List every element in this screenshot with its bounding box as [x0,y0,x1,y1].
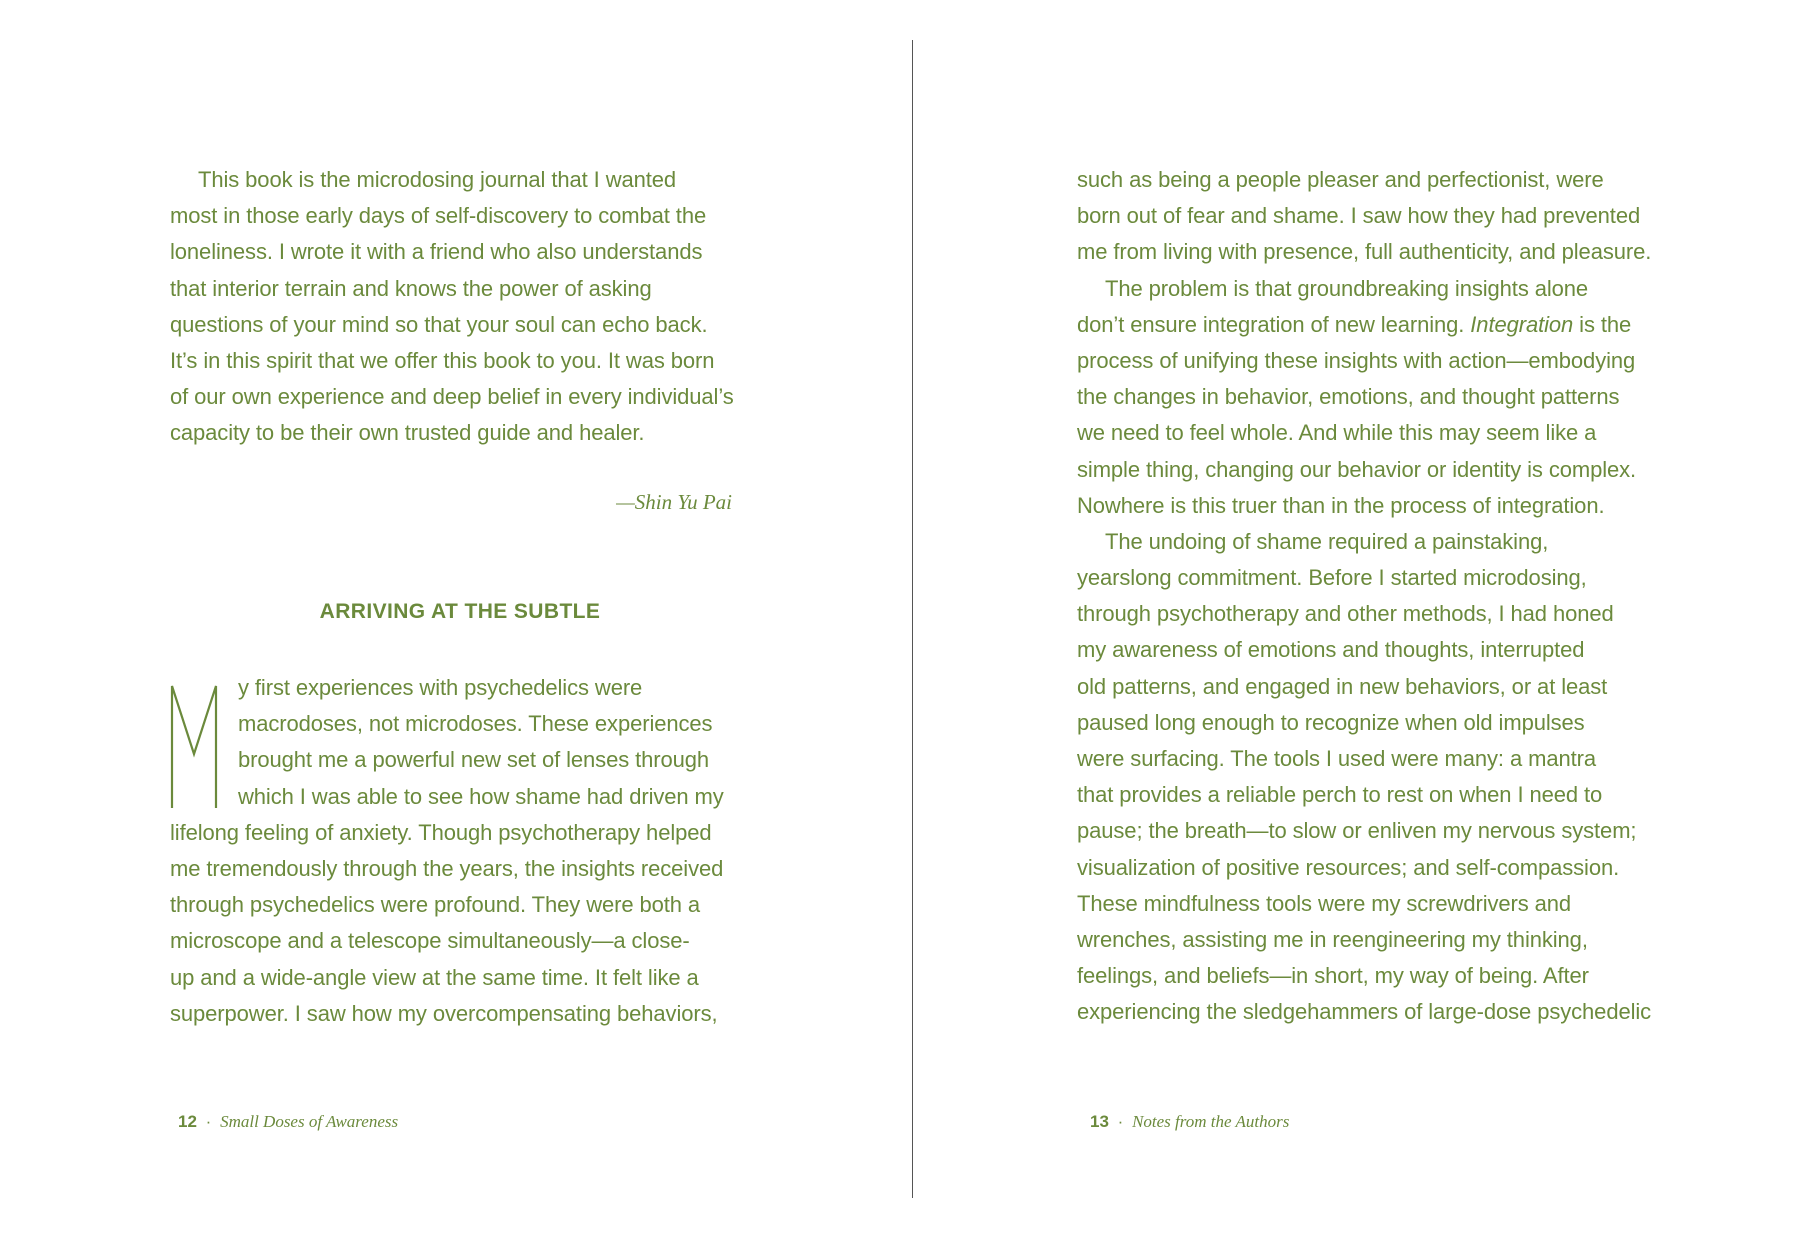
emphasis-text: Integration [1470,311,1574,337]
body-line: simple thing, changing our behavior or identity is complex. [1077,456,1637,482]
body-line: up and a wide-angle view at the same time. It felt like a [170,964,699,990]
intro-line: most in those early days of self-discovery to combat the [170,203,707,229]
intro-line: of our own experience and deep belief in every individual’s [170,384,734,410]
dropcap-wrapped-line: macrodoses, not microdoses. These experiences [238,711,713,737]
intro-line: capacity to be their own trusted guide and healer. [170,420,645,446]
text-run: is the [1573,311,1632,337]
body-line: born out of fear and shame. I saw how they had prevented [1077,203,1641,229]
body-line: me tremendously through the years, the insights received [170,855,724,881]
running-title: Small Doses of Awareness [220,1112,399,1131]
body-line: yearslong commitment. Before I started microdosing, [1077,565,1587,591]
body-line: microscope and a telescope simultaneously—a close- [170,928,690,954]
body-line: me from living with presence, full authenticity, and pleasure. [1077,239,1652,265]
paragraph-start-line: The undoing of shame required a painstaking, [1105,528,1549,554]
body-line: lifelong feeling of anxiety. Though psychotherapy helped [170,819,712,845]
body-line: wrenches, assisting me in reengineering my thinking, [1077,926,1588,952]
body-line: pause; the breath—to slow or enliven my nervous system; [1077,818,1637,844]
paragraph-start-line: The problem is that groundbreaking insights alone [1105,275,1589,301]
body-line: through psychotherapy and other methods, I had honed [1077,601,1614,627]
right-body-text [1077,162,1651,1031]
intro-line: that interior terrain and knows the power of asking [170,275,652,301]
body-line: we need to feel whole. And while this may seem like a [1077,420,1597,446]
footer-separator: · [1117,1112,1124,1131]
author-signature: —Shin Yu Pai [616,490,732,514]
body-line: such as being a people pleaser and perfectionist, were [1077,167,1604,192]
body-line: feelings, and beliefs—in short, my way of being. After [1077,963,1589,989]
text-run: don’t ensure integration of new learning. [1077,311,1471,337]
dropcap-wrapped-line: y first experiences with psychedelics were [238,675,643,700]
intro-line: questions of your mind so that your soul can echo back. [170,311,708,337]
intro-paragraph [170,162,734,452]
dropcap-paragraph [170,670,724,1032]
spread-gutter-divider [912,40,913,1198]
left-page-footer [178,1112,398,1132]
body-line-with-emphasis [1077,307,1651,343]
body-line: Nowhere is this truer than in the process of integration. [1077,492,1605,518]
body-line: the changes in behavior, emotions, and thought patterns [1077,384,1620,410]
running-title: Notes from the Authors [1132,1112,1290,1131]
dropcap-letter [170,684,218,808]
page-number: 12 [178,1112,197,1131]
body-line: visualization of positive resources; and self-compassion. [1077,854,1620,880]
body-line: superpower. I saw how my overcompensating behaviors, [170,1000,718,1026]
dropcap-wrapped-line: which I was able to see how shame had driven my [238,783,724,809]
footer-separator: · [205,1112,212,1131]
body-line: through psychedelics were profound. They were both a [170,892,701,918]
left-page [170,0,750,1236]
intro-line: It’s in this spirit that we offer this book to you. It was born [170,347,715,373]
section-heading: ARRIVING AT THE SUBTLE [319,600,601,623]
body-line: that provides a reliable perch to rest on when I need to [1077,782,1603,808]
body-line: my awareness of emotions and thoughts, interrupted [1077,637,1585,663]
page-number: 13 [1090,1112,1109,1131]
right-page [1077,0,1677,1236]
body-line: These mindfulness tools were my screwdrivers and [1077,890,1572,916]
body-line: were surfacing. The tools I used were many: a mantra [1077,746,1596,771]
right-page-footer [1090,1112,1289,1132]
body-line: paused long enough to recognize when old impulses [1077,709,1585,735]
dropcap-m-glyph [170,684,218,808]
body-line: old patterns, and engaged in new behaviors, or at least [1077,673,1608,699]
dropcap-wrapped-line: brought me a powerful new set of lenses through [238,747,710,773]
intro-line: This book is the microdosing journal that I wanted [198,167,677,192]
body-line: process of unifying these insights with action—embodying [1077,347,1636,373]
intro-line: loneliness. I wrote it with a friend who also understands [170,239,703,265]
body-line: experiencing the sledgehammers of large-dose psychedelic [1077,999,1652,1025]
